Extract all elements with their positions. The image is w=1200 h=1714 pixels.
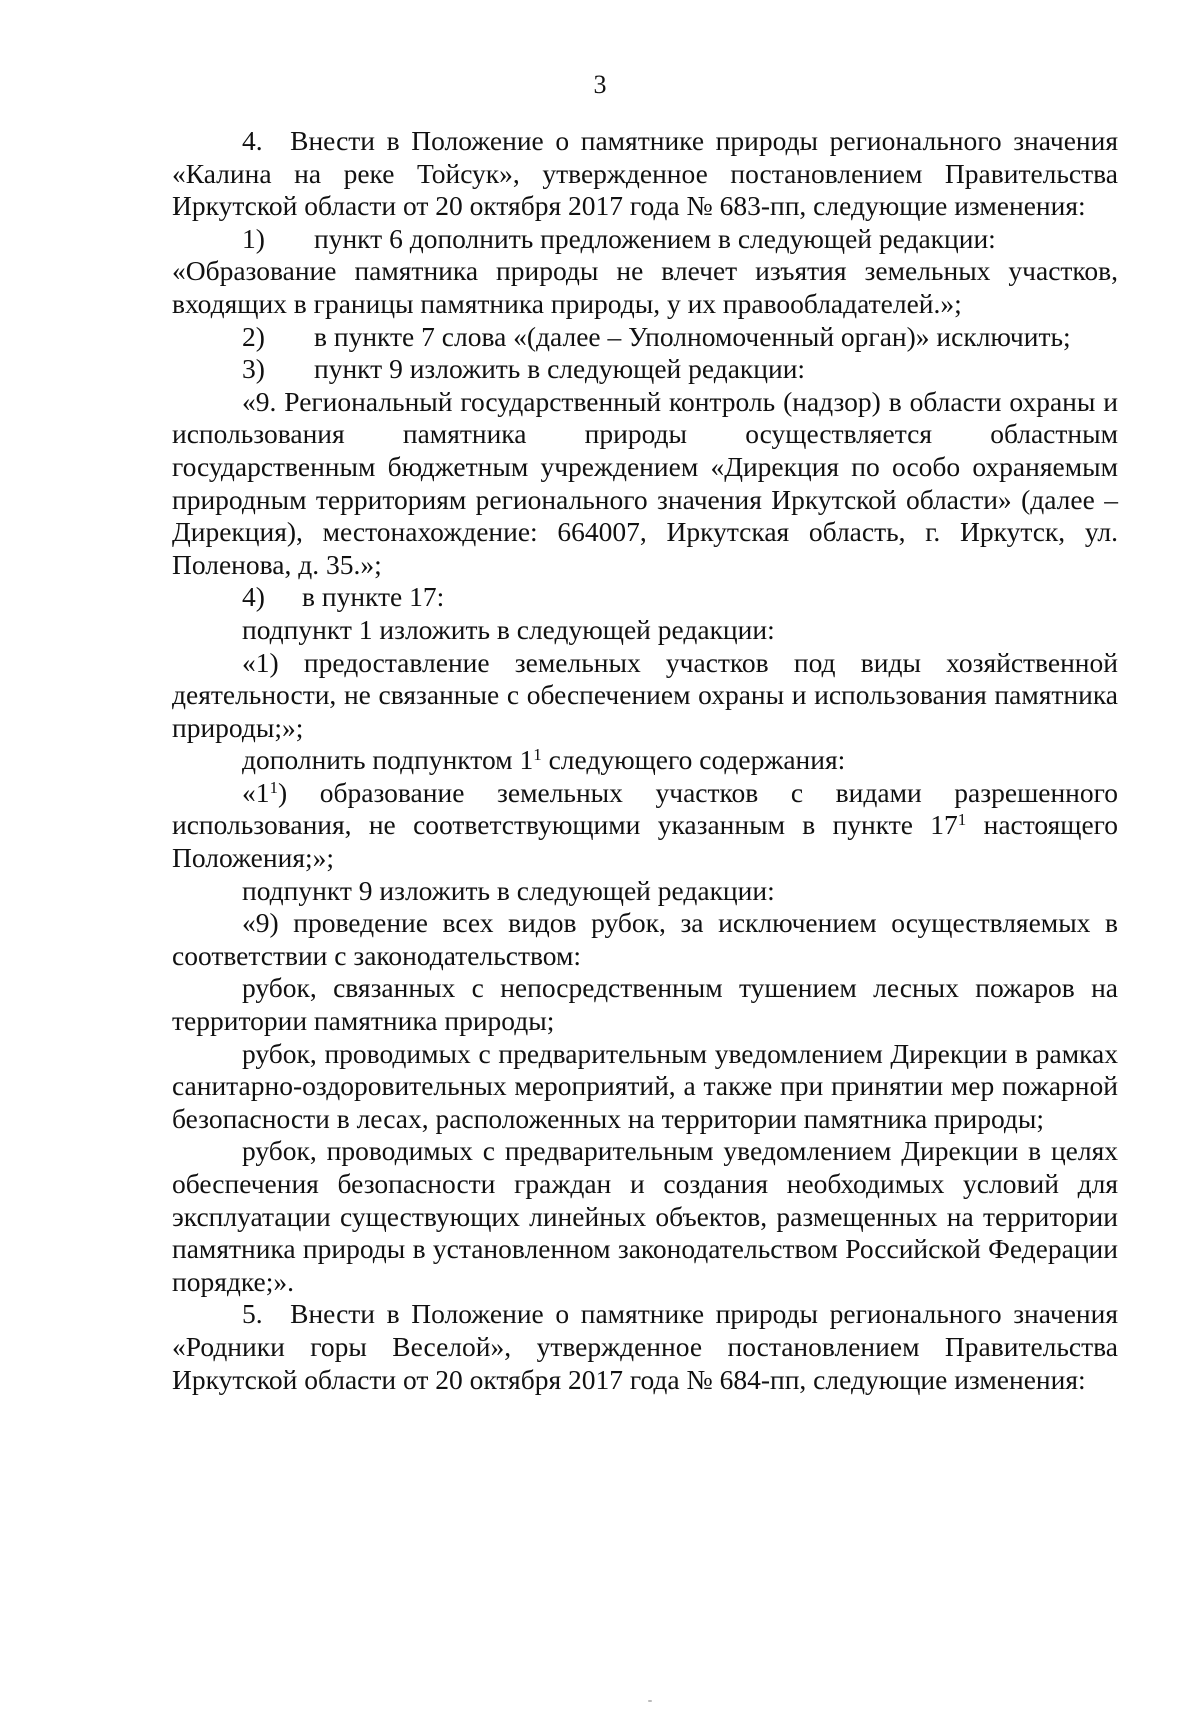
subpoint-9-quote: «9) проведение всех видов рубок, за исключением осуществляемых в соответствии с законодательством:: [172, 907, 1118, 971]
point-9-quote: «9. Региональный государственный контроль (надзор) в области охраны и использования памятника природы осуществляется областным государственным бюджетным учреждением «Дирекция по особо охраняемым природным территориям регионального значения Иркутской области» (далее – Дирекция), местонахождение: 664007, Иркутская область, г. Иркутск, ул. Поленова, д. 35.»;: [172, 385, 1118, 580]
list-item-number: 1): [242, 222, 265, 254]
text-fragment: следующего содержания:: [541, 744, 846, 776]
superscript: 1: [533, 745, 542, 765]
page-number: 3: [593, 70, 607, 99]
scan-speck: [648, 1700, 652, 1702]
list-item-4: [172, 581, 1118, 614]
list-item-number: 3): [242, 353, 265, 385]
paragraph-4: 4. Внести в Положение о памятнике природы регионального значения «Калина на реке Тойсук», утвержденное постановлением Правительства Иркутской области от 20 октября 2017 года № 683-пп, следующие изменения:: [172, 125, 1118, 222]
subpoint-9-intro: подпункт 9 изложить в следующей редакции:: [242, 874, 775, 906]
subpoint-1-intro: подпункт 1 изложить в следующей редакции:: [242, 613, 775, 645]
cutting-clause-3: рубок, проводимых с предварительным уведомлением Дирекции в целях обеспечения безопасности граждан и создания необходимых условий для эксплуатации существующих линейных объектов, размещенных на территории памятника природы в установленном законодательством Российской Федерации порядке;».: [172, 1135, 1118, 1297]
text-fragment: настоящего Положения;»;: [172, 809, 1118, 874]
list-item-3: [172, 353, 1118, 386]
list-item-text: пункт 9 изложить в следующей редакции:: [314, 353, 806, 385]
paragraph-5: 5. Внести в Положение о памятнике природы регионального значения «Родники горы Веселой», утвержденное постановлением Правительства Иркутской области от 20 октября 2017 года № 684-пп, следующие изменения:: [172, 1298, 1118, 1395]
text-fragment: дополнить подпунктом 1: [242, 744, 534, 776]
subpoint-1-1-quote: [172, 777, 1118, 875]
superscript: 1: [957, 810, 967, 830]
subpoint-1-quote: «1) предоставление земельных участков под виды хозяйственной деятельности, не связанные с обеспечением охраны и использования памятника природы;»;: [172, 646, 1118, 743]
cutting-clause-1: рубок, связанных с непосредственным тушением лесных пожаров на территории памятника природы;: [172, 972, 1118, 1037]
list-item-number: 2): [242, 320, 265, 352]
superscript: 1: [269, 777, 278, 797]
list-item-1-continuation: «Образование памятника природы не влечет изъятия земельных участков, входящих в границы памятника природы, у их правообладателей.»;: [172, 255, 1118, 319]
text-fragment: ) образование земельных участков с видами разрешенного использования, не соответствующими указанным в пункте 17: [172, 776, 1118, 841]
cutting-clause-2: рубок, проводимых с предварительным уведомлением Дирекции в рамках санитарно-оздоровительных мероприятий, а также при принятии мер пожарной безопасности в лесах, расположенных на территории памятника природы;: [172, 1037, 1118, 1134]
list-item-1: [172, 223, 1118, 256]
list-item-text: в пункте 7 слова «(далее – Уполномоченный орган)» исключить;: [314, 320, 1071, 352]
list-item-text: пункт 6 дополнить предложением в следующей редакции:: [314, 222, 996, 254]
list-item-text: в пункте 17:: [302, 581, 445, 613]
list-item-number: 4): [242, 581, 265, 613]
list-item-2: [172, 321, 1118, 354]
text-fragment: «1: [242, 776, 270, 808]
subpoint-1-1-intro: [172, 744, 1118, 777]
document-body: [172, 125, 1118, 1396]
